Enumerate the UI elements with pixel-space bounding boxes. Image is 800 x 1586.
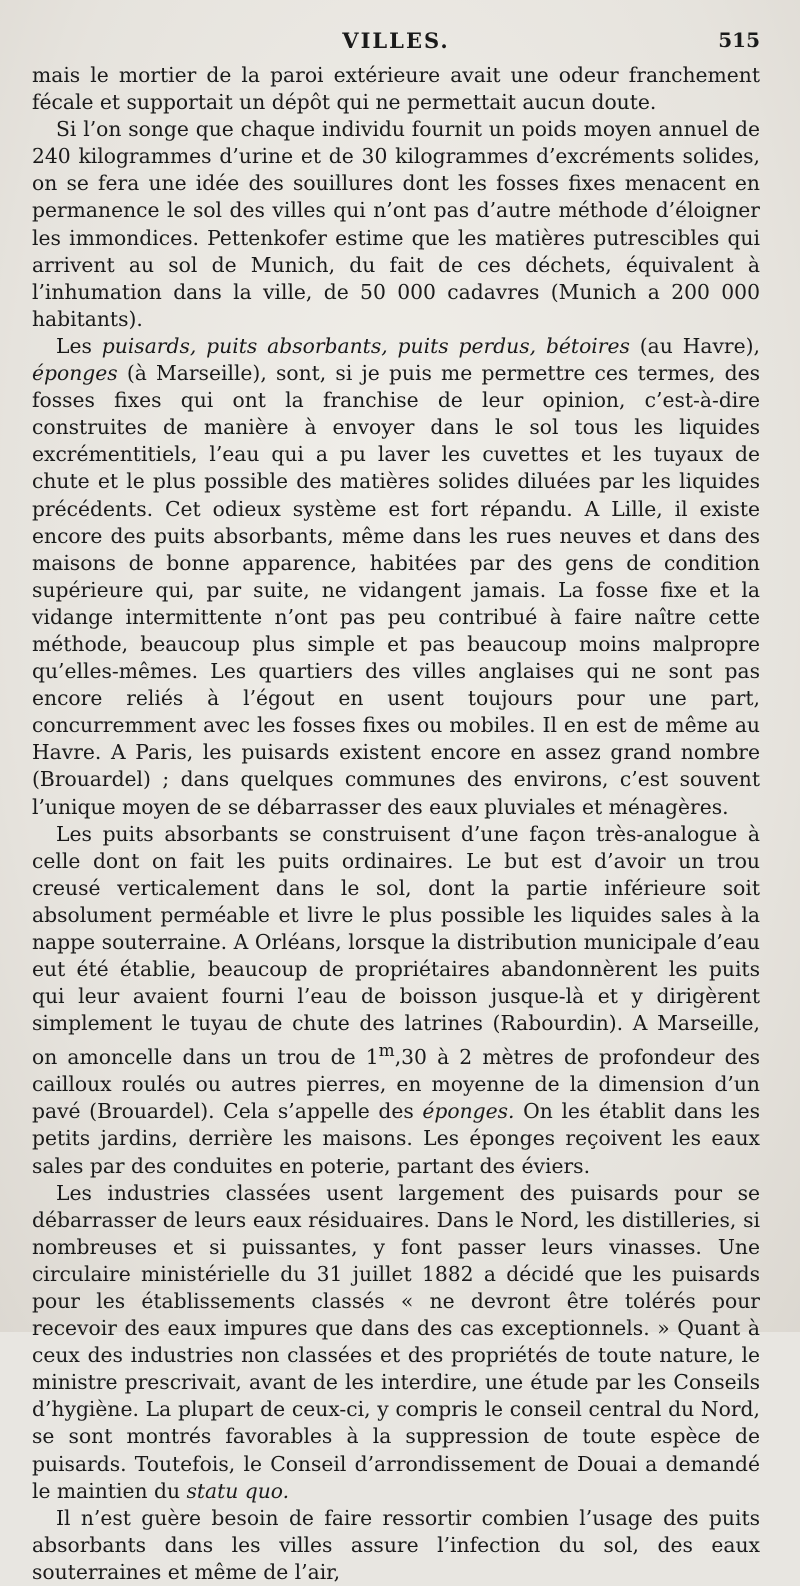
- superscript-text: m: [378, 1040, 395, 1061]
- text-run: Les puits absorbants se construisent d’une façon très-analogue à celle dont on fait les puits ordinaires. Le but est d’avoir un trou creusé verticalement dans le sol, dont la partie inférieure soit absolument perméable et livre le plus possible les liquides sales à la nappe souterraine. A Orléans, lorsque la distribution municipale d’eau eut été établie, beaucoup de propriétaires abandonnèrent les puits qui leur avaient fourni l’eau de boisson jusque-là et y dirigèrent simplement le tuyau de chute des latrines (Rabourdin). A Marseille, on amoncelle dans un trou de 1: [32, 821, 760, 1070]
- text-run: Il n’est guère besoin de faire ressortir combien l’usage des puits absorbants dans les villes assure l’infection du sol, des eaux souterraines et même de l’air,: [32, 1505, 760, 1584]
- text-run: (à Marseille), sont, si je puis me permettre ces termes, des fosses fixes qui ont la franchise de leur opinion, c’est-à-dire construites de manière à envoyer dans le sol tous les liquides excrémentitiels, l’eau qui a pu laver les cuvettes et les tuyaux de chute et le plus possible des matières solides diluées par les liquides précédents. Cet odieux système est fort répandu. A Lille, il existe encore des puits absorbants, même dans les rues neuves et dans des maisons de bonne apparence, habitées par des gens de condition supérieure qui, par suite, ne vidangent jamais. La fosse fixe et la vidange intermittente n’ont pas peu contribué à faire naître cette méthode, beaucoup plus simple et pas beaucoup moins malpropre qu’elles-mêmes. Les quartiers des villes anglaises qui ne sont pas encore reliés à l’égout en usent toujours pour une part, concurremment avec les fosses fixes ou mobiles. Il en est de même au Havre. A Paris, les puisards existent encore en assez grand nombre (Brouardel) ; dans quelques communes des environs, c’est souvent l’unique moyen de se débarrasser des eaux pluviales et ménagères.: [32, 361, 760, 819]
- text-run: Les industries classées usent largement des puisards pour se débarrasser de leurs eaux résiduaires. Dans le Nord, les distilleries, si nombreuses et si puissantes, y font passer leurs vinasses. Une circulaire ministérielle du 31 juillet 1882 a décidé que les puisards pour les établissements classés « ne devront être tolérés pour recevoir des eaux impures que dans des cas exceptionnels. » Quant à ceux des industries non classées et des propriétés de toute nature, le ministre prescrivait, avant de les interdire, une étude par les Conseils d’hygiène. La plupart de ceux-ci, y compris le conseil central du Nord, se sont montrés favorables à la suppression de toute espèce de puisards. Toutefois, le Conseil d’arrondissement de Douai a demandé le maintien du: [32, 1180, 760, 1503]
- chapter-title: VILLES.: [342, 28, 450, 53]
- paragraph-p6: [32, 1505, 760, 1586]
- text-run: ,30 à 2 mètres de profondeur des cailloux roulés ou autres pierres, en moyenne de la dimension d’un pavé (Brouardel). Cela s’appelle des: [32, 1045, 760, 1124]
- italic-text: puisards, puits absorbants, puits perdus, bétoires: [101, 333, 630, 358]
- paragraph-p3: [32, 333, 760, 821]
- paragraph-p2: [32, 116, 760, 333]
- text-run: mais le mortier de la paroi extérieure avait une odeur franchement fécale et supportait un dépôt qui ne permettait aucun doute.: [32, 63, 760, 115]
- text-run: Les: [56, 333, 102, 358]
- text-run: Si l’on songe que chaque individu fournit un poids moyen annuel de 240 kilogrammes d’urine et de 30 kilogrammes d’excréments solides, on se fera une idée des souillures dont les fosses fixes menacent en permanence le sol des villes qui n’ont pas d’autre méthode d’éloigner les immondices. Pettenkofer estime que les matières putrescibles qui arrivent au sol de Munich, du fait de ces déchets, équivalent à l’inhumation dans la ville, de 50 000 cadavres (Munich a 200 000 habitants).: [32, 117, 760, 331]
- paragraph-p5: [32, 1180, 760, 1505]
- italic-text: statu quo.: [186, 1478, 290, 1503]
- running-header: [32, 20, 760, 54]
- italic-text: éponges.: [422, 1099, 515, 1124]
- italic-text: éponges: [32, 361, 118, 386]
- page-number: 515: [718, 28, 760, 52]
- paragraph-p1: [32, 62, 760, 116]
- text-run: (au Havre),: [629, 333, 760, 358]
- body-text: [32, 62, 760, 1586]
- text-run: On les établit dans les petits jardins, derrière les maisons. Les éponges reçoivent les eaux sales par des conduites en poterie, partant des éviers.: [32, 1099, 760, 1178]
- paragraph-p4: [32, 821, 760, 1180]
